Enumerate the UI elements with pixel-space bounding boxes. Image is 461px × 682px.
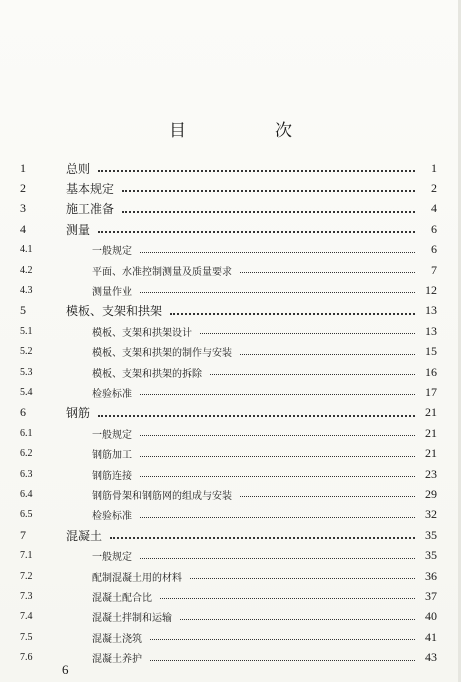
toc-leader-dots [240, 268, 415, 273]
toc-entry-label: 混凝土养护 [92, 654, 142, 666]
toc-leader-dots [98, 227, 415, 233]
toc-entry [0, 505, 461, 525]
toc-leader-dots [160, 594, 415, 599]
toc-leader-dots [122, 207, 415, 213]
toc-entry-label: 混凝土拌制和运输 [92, 613, 172, 625]
toc-leader-dots [150, 656, 415, 661]
toc-entry-number: 4.2 [20, 264, 33, 276]
toc-entry-label: 检验标准 [92, 511, 132, 523]
toc-entry-page: 17 [425, 384, 437, 399]
toc-leader-dots [150, 635, 415, 640]
toc-entry [0, 240, 461, 260]
toc-entry-page: 6 [431, 242, 437, 257]
toc-entry-page: 15 [425, 344, 437, 359]
toc-entry-page: 43 [425, 650, 437, 665]
toc-leader-dots [98, 166, 415, 172]
toc-entry-page: 4 [431, 201, 437, 216]
toc-entry [0, 219, 461, 239]
toc-entry [0, 178, 461, 198]
toc-entry [0, 525, 461, 545]
toc-entry-number: 6.3 [20, 468, 33, 480]
toc-entry [0, 546, 461, 566]
toc-entry [0, 199, 461, 219]
toc-entry-number: 7.5 [20, 631, 33, 643]
toc-entry-label: 混凝土浇筑 [92, 633, 142, 645]
toc-entry-label: 钢筋连接 [92, 470, 132, 482]
toc-leader-dots [140, 513, 415, 518]
toc-entry-number: 1 [20, 160, 26, 175]
toc-entry-label: 钢筋加工 [92, 450, 132, 462]
toc-entry-label: 混凝土 [66, 528, 103, 543]
toc-entry-number: 5.4 [20, 386, 33, 398]
toc-leader-dots [190, 574, 415, 579]
toc-entry-page: 1 [431, 160, 437, 175]
toc-entry [0, 607, 461, 627]
toc-entry-number: 5.3 [20, 366, 33, 378]
toc-entry-label: 一般规定 [92, 429, 132, 441]
toc-entry-number: 6.2 [20, 448, 33, 460]
toc-entry-page: 35 [425, 548, 437, 563]
toc-entry [0, 403, 461, 423]
toc-leader-dots [98, 411, 415, 417]
toc-entry-number: 6 [20, 405, 26, 420]
toc-entry-page: 21 [425, 425, 437, 440]
toc-entry [0, 444, 461, 464]
toc-leader-dots [240, 492, 415, 497]
toc-entry-label: 平面、水准控制测量及质量要求 [92, 266, 232, 278]
toc-entry-number: 6.5 [20, 509, 33, 521]
toc-entry-label: 施工准备 [66, 202, 115, 217]
toc-entry-label: 混凝土配合比 [92, 592, 152, 604]
toc-leader-dots [140, 554, 415, 559]
toc-entry [0, 423, 461, 443]
toc-entry-label: 测量作业 [92, 286, 132, 298]
toc-leader-dots [140, 248, 415, 253]
toc-entry-number: 2 [20, 180, 26, 195]
toc-leader-dots [110, 533, 415, 539]
toc-entry-label: 模板、支架和拱架的制作与安装 [92, 348, 232, 360]
toc-leader-dots [240, 350, 415, 355]
toc-entry-label: 检验标准 [92, 388, 132, 400]
toc-entry-number: 7.2 [20, 570, 33, 582]
toc-entry-page: 2 [431, 180, 437, 195]
toc-entry [0, 158, 461, 178]
toc-entry [0, 280, 461, 300]
toc-entry-number: 4 [20, 221, 26, 236]
toc-entry [0, 321, 461, 341]
toc-entry-page: 7 [431, 262, 437, 277]
toc-entry-number: 7.6 [20, 652, 33, 664]
toc-entry-number: 4.1 [20, 244, 33, 256]
toc-entry-page: 37 [425, 588, 437, 603]
toc-entry-label: 测量 [66, 222, 91, 237]
toc-leader-dots [210, 370, 415, 375]
toc-entry-label: 基本规定 [66, 181, 115, 196]
toc-entry-label: 模板、支架和拱架的拆除 [92, 368, 202, 380]
toc-entry-page: 21 [425, 446, 437, 461]
toc-entry-page: 35 [425, 527, 437, 542]
toc-entry-page: 12 [425, 282, 437, 297]
toc-entry [0, 342, 461, 362]
toc-entry-label: 总则 [66, 161, 91, 176]
toc-entry-page: 41 [425, 629, 437, 644]
toc-entry-number: 6.4 [20, 488, 33, 500]
toc-entry-label: 配制混凝土用的材料 [92, 572, 182, 584]
toc-leader-dots [140, 431, 415, 436]
page-number: 6 [62, 662, 69, 677]
toc-leader-dots [140, 288, 415, 293]
toc-entry-number: 5.1 [20, 325, 33, 337]
toc-entry-page: 13 [425, 323, 437, 338]
toc-entry-page: 16 [425, 364, 437, 379]
toc-entry [0, 301, 461, 321]
toc-entry-page: 13 [425, 303, 437, 318]
toc-entry [0, 648, 461, 668]
toc-entry-page: 32 [425, 507, 437, 522]
toc-entry-page: 21 [425, 405, 437, 420]
page-title: 目 次 [169, 121, 328, 141]
toc-entry-number: 7 [20, 527, 26, 542]
toc-leader-dots [200, 329, 415, 334]
toc-entry-number: 4.3 [20, 284, 33, 296]
toc-entry-page: 40 [425, 609, 437, 624]
toc-entry-number: 7.1 [20, 550, 33, 562]
toc-entry [0, 382, 461, 402]
toc-leader-dots [140, 472, 415, 477]
toc-entry-number: 6.1 [20, 427, 33, 439]
toc-entry-label: 钢筋 [66, 406, 91, 421]
toc-entry-number: 5 [20, 303, 26, 318]
toc-entry-number: 5.2 [20, 346, 33, 358]
toc-entry-label: 钢筋骨架和钢筋网的组成与安装 [92, 490, 232, 502]
toc-leader-dots [140, 452, 415, 457]
toc-entry-label: 模板、支架和拱架设计 [92, 327, 192, 339]
toc-leader-dots [170, 309, 415, 315]
toc-entry [0, 586, 461, 606]
toc-entry-label: 模板、支架和拱架 [66, 304, 163, 319]
toc-entry [0, 484, 461, 504]
toc-entry-number: 7.4 [20, 611, 33, 623]
toc-entry-page: 29 [425, 486, 437, 501]
toc-entry [0, 362, 461, 382]
toc-leader-dots [122, 186, 415, 192]
toc-entry-page: 6 [431, 221, 437, 236]
toc-entry [0, 566, 461, 586]
toc-entry [0, 627, 461, 647]
toc-entry-number: 7.3 [20, 590, 33, 602]
toc-entry-label: 一般规定 [92, 246, 132, 258]
toc-entry-number: 3 [20, 201, 26, 216]
toc-entry [0, 260, 461, 280]
toc-leader-dots [180, 615, 415, 620]
toc-entry-page: 36 [425, 568, 437, 583]
toc-leader-dots [140, 390, 415, 395]
toc-entry-page: 23 [425, 466, 437, 481]
toc-entry [0, 464, 461, 484]
toc-entry-label: 一般规定 [92, 552, 132, 564]
